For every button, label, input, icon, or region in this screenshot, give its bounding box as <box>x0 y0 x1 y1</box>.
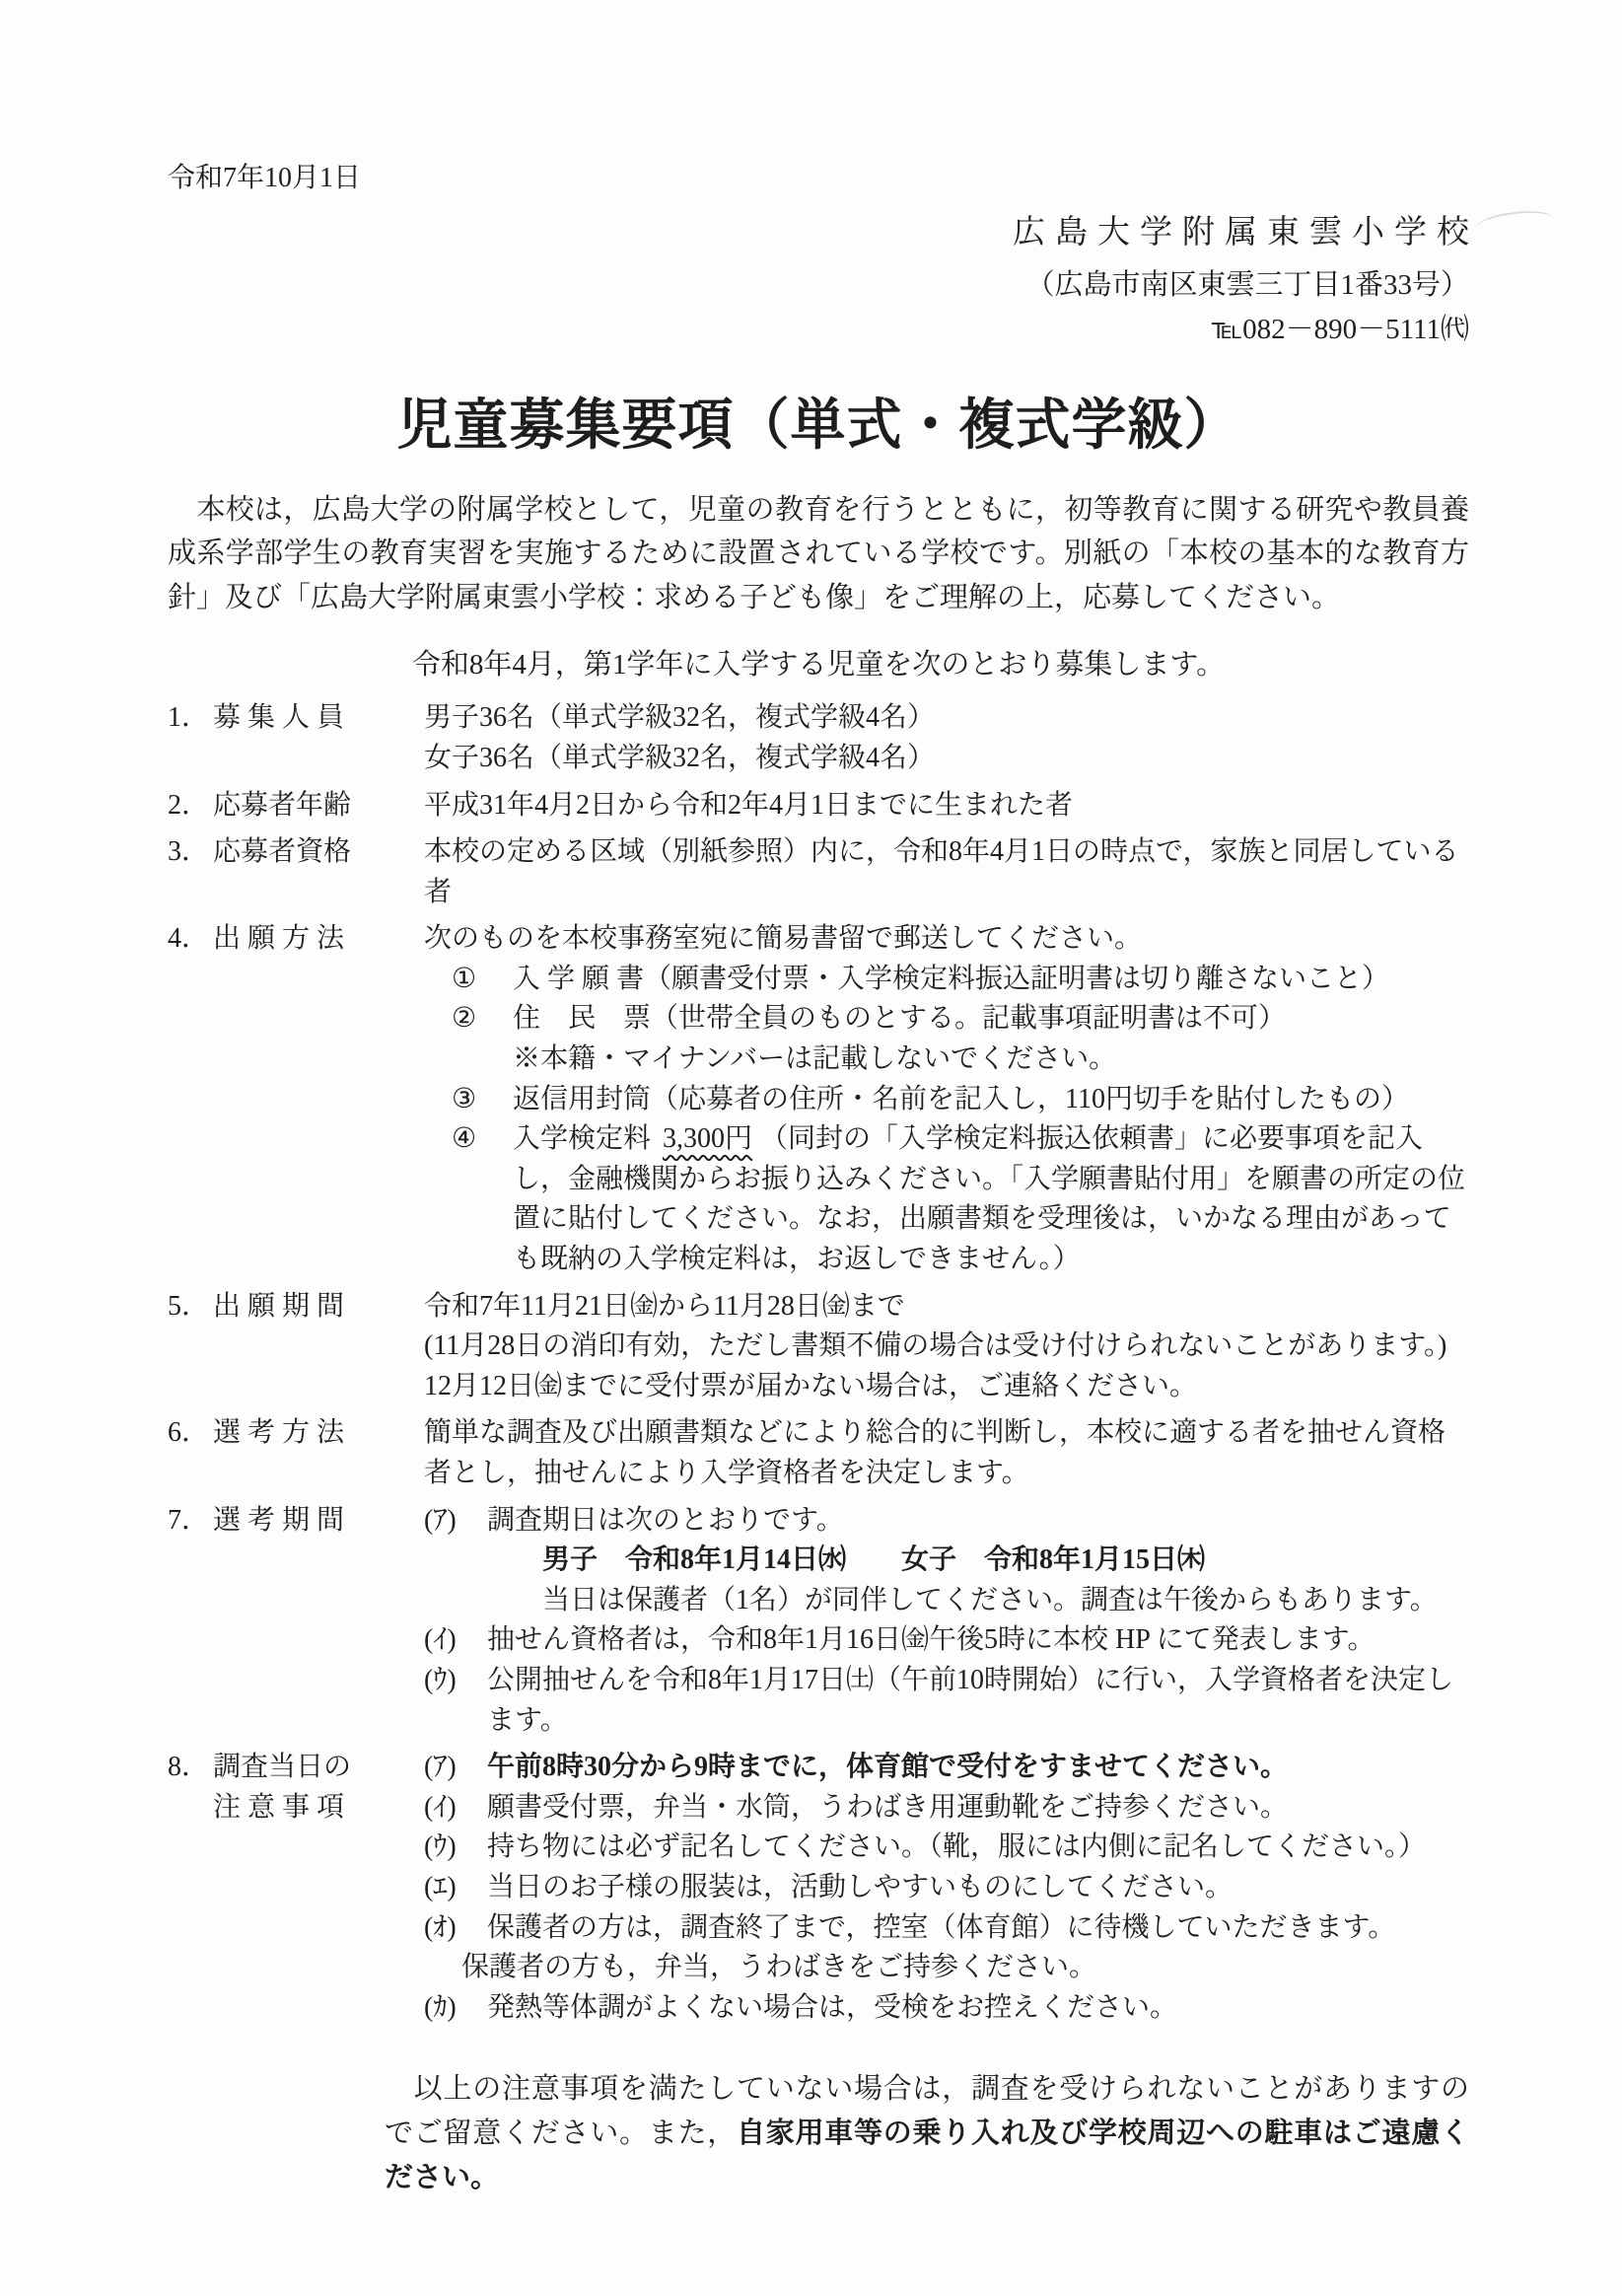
kana-marker-e: (ｵ) <box>424 1911 457 1943</box>
schedule-item-b <box>424 1620 1469 1661</box>
section-notes-heading-line1 <box>168 1748 424 1788</box>
section-schedule <box>168 1501 1469 1742</box>
guardian-waiting-line: 保護者の方は，調査終了まで，控室（体育館）に待機していただきます。 <box>487 1911 1396 1943</box>
section-notes-heading <box>168 1748 424 2028</box>
public-lottery-line: 公開抽せんを令和8年1月17日㈯（午前10時開始）に行い，入学資格者を決定します。 <box>487 1664 1454 1736</box>
section-number: 5． <box>168 1290 210 1322</box>
application-doc-3-text <box>513 1080 1469 1120</box>
section-application-heading <box>168 919 424 1279</box>
kana-marker-a: (ｱ) <box>424 1504 457 1536</box>
period-range-line: 令和7年11月21日㈮から11月28日㈮まで <box>424 1290 905 1322</box>
doc-3-name: 返信用封筒 <box>513 1083 652 1114</box>
section-recruit-body <box>424 698 1469 778</box>
application-doc-4-text <box>513 1119 1469 1279</box>
doc-4-fee: 3,300円 <box>663 1123 753 1155</box>
section-number: 7． <box>168 1504 210 1536</box>
section-selection <box>168 1413 1469 1493</box>
schedule-item-c <box>424 1661 1469 1741</box>
section-label: 出 願 期 間 <box>213 1290 345 1322</box>
kana-marker-b: (ｲ) <box>424 1624 457 1656</box>
selection-method-line: 簡単な調査及び出願書類などにより総合的に判断し，本校に適する者を抽せん資格者とし，抽せんにより入学資格者を決定します。 <box>424 1417 1446 1488</box>
name-label-line: 持ち物には必ず記名してください。（靴，服には内側に記名してください。） <box>487 1831 1427 1863</box>
section-eligibility-heading <box>168 832 424 912</box>
kana-marker-a: (ｱ) <box>424 1752 457 1783</box>
section-application <box>168 919 1469 1279</box>
document-body <box>168 698 1469 2028</box>
section-recruit <box>168 698 1469 778</box>
notes-item-f <box>424 1988 1469 2029</box>
section-label: 選 考 方 法 <box>213 1417 345 1449</box>
school-name: 広島大学附属東雲小学校 <box>1013 215 1479 251</box>
survey-dates: 男子 令和8年1月14日㈬ 女子 令和8年1月15日㈭ <box>542 1544 1206 1576</box>
section-number: 1． <box>168 702 210 734</box>
notes-item-e-body <box>461 1908 1469 1988</box>
doc-1-name: 入 学 願 書 <box>513 963 645 994</box>
section-notes <box>168 1748 1469 2028</box>
doc-2-line <box>513 999 1469 1040</box>
survey-guardian-note: 当日は保護者（1名）が同伴してください。調査は午後からもあります。 <box>542 1584 1438 1615</box>
schedule-item-a-body <box>487 1501 1469 1621</box>
application-doc-2 <box>452 999 1469 1079</box>
intro-paragraph: 本校は，広島大学の附属学校として，児童の教育を行うとともに，初等教育に関する研究や教員養成系学部学生の教育実習を実施するために設置されている学校です。別紙の「本校の基本的な教育方針」及び「広島大学附属東雲小学校：求める子ども像」をご理解の上，応募してください。 <box>168 493 1469 614</box>
circled-number-2: ② <box>452 1003 477 1035</box>
section-label: 出 願 方 法 <box>213 923 345 955</box>
section-period-body <box>424 1287 1469 1407</box>
closing-bold-text: 自家用車等の乗り入れ及び学校周辺への駐車はご遠慮ください。 <box>385 2117 1469 2194</box>
section-application-body <box>424 919 1469 1279</box>
recruit-girls-line: 女子36名（単式学級32名，複式学級4名） <box>424 742 936 773</box>
notes-item-d <box>424 1868 1469 1908</box>
section-number: 3． <box>168 836 210 868</box>
application-doc-1-text <box>513 960 1469 1000</box>
section-label: 募 集 人 員 <box>213 702 345 734</box>
doc-2-detail: （世帯全員のものとする。記載事項証明書は不可） <box>651 1003 1287 1035</box>
section-age-heading <box>168 786 424 826</box>
notes-item-e <box>424 1908 1469 1988</box>
kana-marker-b: (ｲ) <box>424 1791 457 1823</box>
notes-item-a <box>424 1748 1469 1788</box>
circled-number-4: ④ <box>452 1123 477 1155</box>
section-label: 応募者資格 <box>213 836 352 868</box>
kana-marker-d: (ｴ) <box>424 1871 457 1902</box>
period-contact-line: 12月12日㈮までに受付票が届かない場合は，ご連絡ください。 <box>424 1370 1198 1401</box>
doc-3-detail: （応募者の住所・名前を記入し，110円切手を貼付したもの） <box>651 1083 1409 1114</box>
section-period <box>168 1287 1469 1407</box>
application-intro-line: 次のものを本校事務室宛に簡易書留で郵送してください。 <box>424 923 1143 955</box>
issue-date: 令和7年10月1日 <box>168 163 362 193</box>
scan-artifact-line <box>1475 207 1554 238</box>
section-schedule-body <box>424 1501 1469 1742</box>
application-doc-1 <box>452 960 1469 1000</box>
age-requirement-line: 平成31年4月2日から令和2年4月1日までに生まれた者 <box>424 789 1074 821</box>
survey-date-intro: 調査期日は次のとおりです。 <box>487 1504 844 1536</box>
kana-marker-c: (ｳ) <box>424 1831 457 1863</box>
period-postmark-line: (11月28日の消印有効，ただし書類不備の場合は受け付けられないことがあります。) <box>424 1330 1447 1362</box>
section-label: 調査当日の <box>213 1752 352 1783</box>
section-number: 6． <box>168 1417 210 1449</box>
school-address: （広島市南区東雲三丁目1番33号） <box>1025 268 1469 301</box>
closing-paragraph <box>385 2067 1469 2200</box>
doc-4-name: 入学検定料 <box>513 1123 652 1155</box>
clothing-line: 当日のお子様の服装は，活動しやすいものにしてください。 <box>487 1871 1234 1902</box>
section-number: 4． <box>168 923 210 955</box>
kana-marker-c: (ｳ) <box>424 1664 457 1695</box>
doc-2-note: ※本籍・マイナンバーは記載しないでください。 <box>513 1043 1117 1075</box>
section-age-body <box>424 786 1469 826</box>
application-doc-2-text <box>513 999 1469 1079</box>
school-header-block <box>168 209 1479 352</box>
doc-1-detail: （願書受付票・入学検定料振込証明書は切り離さないこと） <box>644 963 1390 994</box>
application-doc-4 <box>452 1119 1469 1279</box>
notes-item-c <box>424 1828 1469 1868</box>
document-title: 児童募集要項（単式・複式学級） <box>396 395 1240 457</box>
section-selection-heading <box>168 1413 424 1493</box>
application-doc-3 <box>452 1080 1469 1120</box>
section-period-heading <box>168 1287 424 1407</box>
notes-item-b <box>424 1788 1469 1829</box>
lead-sentence: 令和8年4月，第1学年に入学する児童を次のとおり募集します。 <box>411 649 1226 682</box>
lottery-qualifiers-line: 抽せん資格者は，令和8年1月16日㈮午後5時に本校 HP にて発表します。 <box>487 1624 1375 1656</box>
eligibility-line: 本校の定める区域（別紙参照）内に，令和8年4月1日の時点で，家族と同居している者 <box>424 836 1459 907</box>
section-number: 8． <box>168 1752 210 1783</box>
section-schedule-heading <box>168 1501 424 1742</box>
circled-number-3: ③ <box>452 1083 477 1114</box>
section-selection-body <box>424 1413 1469 1493</box>
section-eligibility-body <box>424 832 1469 912</box>
guardian-bring-line: 保護者の方も，弁当，うわばきをご持参ください。 <box>461 1952 1097 1983</box>
doc-4-detail: （同封の「入学検定料振込依頼書」に必要事項を記入し，金融機関からお振り込みください。「入学願書貼付用」を願書の所定の位置に貼付してください。なお，出願書類を受理後は，いかなる理由があっても既納の入学検定料は，お返しできません。） <box>513 1123 1466 1275</box>
section-label: 選 考 期 間 <box>213 1504 345 1536</box>
section-notes-body <box>424 1748 1469 2028</box>
section-label-line2: 注 意 事 項 <box>213 1791 345 1823</box>
section-recruit-heading <box>168 698 424 778</box>
fever-line: 発熱等体調がよくない場合は，受検をお控えください。 <box>487 1991 1178 2023</box>
circled-number-1: ① <box>452 963 477 994</box>
section-eligibility <box>168 832 1469 912</box>
doc-2-name: 住 民 票 <box>513 1003 652 1035</box>
section-age <box>168 786 1469 826</box>
kana-marker-f: (ｶ) <box>424 1991 457 2023</box>
section-label: 応募者年齢 <box>213 789 352 821</box>
section-number: 2． <box>168 789 210 821</box>
reception-time-line: 午前8時30分から9時までに，体育館で受付をすませてください。 <box>487 1752 1289 1783</box>
closing-normal-text: 以上の注意事項を満たしていない場合は，調査を受けられないことがありますのでご留意ください。また， <box>385 2073 1469 2150</box>
schedule-item-a <box>424 1501 1469 1621</box>
school-phone: ℡082－890－5111㈹ <box>1211 314 1469 345</box>
bring-items-line: 願書受付票，弁当・水筒，うわばき用運動靴をご持参ください。 <box>487 1791 1289 1823</box>
recruit-boys-line: 男子36名（単式学級32名，複式学級4名） <box>424 702 936 734</box>
